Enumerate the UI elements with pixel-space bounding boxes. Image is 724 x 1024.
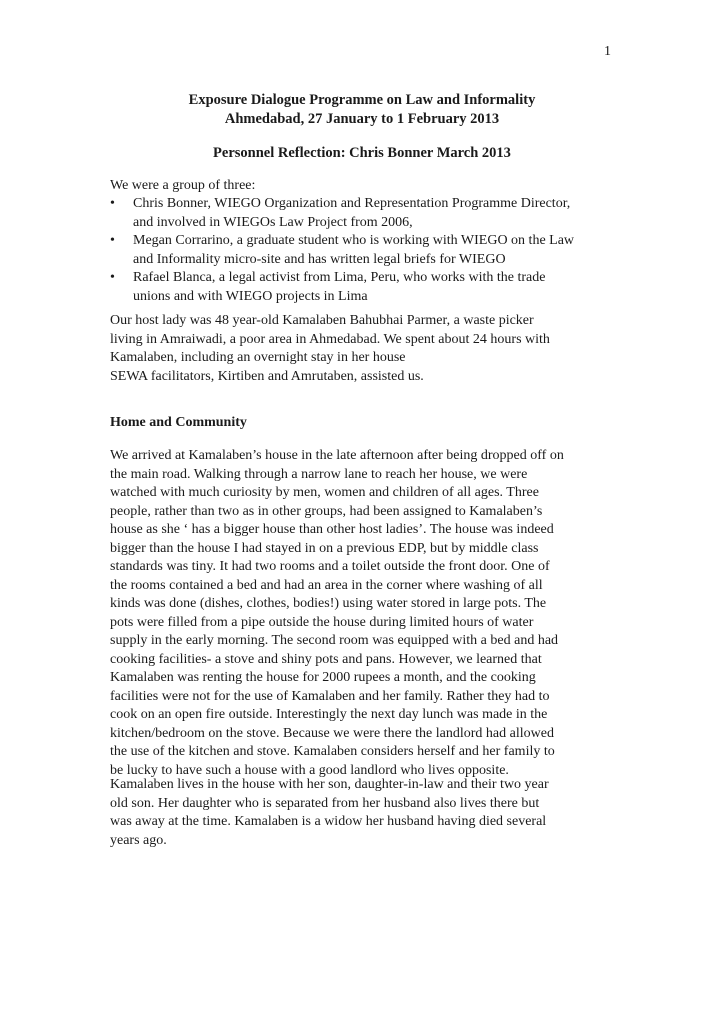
- list-item-line: Chris Bonner, WIEGO Organization and Representation Programme Director,: [133, 196, 571, 211]
- document-title: [108, 91, 616, 129]
- bullet-icon: •: [110, 270, 115, 285]
- text-line: watched with much curiosity by men, women and children of all ages. Three: [110, 485, 539, 500]
- text-line: pots were filled from a pipe outside the house during limited hours of water: [110, 614, 534, 630]
- text-line: old son. Her daughter who is separated from her husband also lives there but: [110, 795, 540, 811]
- text-line: be lucky to have such a house with a good landlord who lives opposite.: [110, 762, 509, 778]
- text-line: people, rather than two as in other groups, had been assigned to Kamalaben’s: [110, 503, 543, 519]
- list-item: [110, 195, 616, 232]
- text-line: Our host lady was 48 year-old Kamalaben Bahubhai Parmer, a waste picker: [110, 313, 534, 328]
- text-line: Kamalaben lives in the house with her son, daughter-in-law and their two year: [110, 777, 549, 792]
- text-line: the main road. Walking through a narrow lane to reach her house, we were: [110, 466, 528, 482]
- text-line: living in Amraiwadi, a poor area in Ahmedabad. We spent about 24 hours with: [110, 331, 550, 347]
- list-item-line: and involved in WIEGOs Law Project from 2006,: [133, 214, 413, 230]
- document-subtitle: Personnel Reflection: Chris Bonner March 2013: [213, 145, 511, 161]
- bullet-icon: •: [110, 233, 115, 248]
- intro-text: We were a group of three:: [110, 178, 256, 193]
- host-paragraph: [110, 312, 616, 368]
- text-line: Kamalaben was renting the house for 2000 rupees a month, and the cooking: [110, 670, 536, 685]
- title-line: Ahmedabad, 27 January to 1 February 2013: [224, 111, 500, 127]
- list-item-line: and Informality micro-site and has written legal briefs for WIEGO: [133, 251, 506, 267]
- text-line: kinds was done (dishes, clothes, bodies!) using water stored in large pots. The: [110, 596, 547, 611]
- text-line: Kamalaben, including an overnight stay in her house: [110, 350, 406, 365]
- list-item: [110, 232, 616, 269]
- text-line: cooking facilities- a stove and shiny pots and pans. However, we learned that: [110, 651, 542, 667]
- text-line: We arrived at Kamalaben’s house in the late afternoon after being dropped off on: [110, 448, 564, 463]
- text-line: supply in the early morning. The second room was equipped with a bed and had: [110, 633, 559, 648]
- text-line: years ago.: [110, 832, 167, 848]
- section-heading: Home and Community: [110, 415, 247, 430]
- text-line: bigger than the house I had stayed in on a previous EDP, but by middle class: [110, 540, 539, 556]
- text-line: kitchen/bedroom on the stove. Because we were there the landlord had allowed: [110, 725, 554, 741]
- text-line: cook on an open fire outside. Interestingly the next day lunch was made in the: [110, 707, 548, 722]
- text-line: the rooms contained a bed and had an area in the corner where washing of all: [110, 577, 543, 593]
- text-line: facilities were not for the use of Kamalaben and her family. Rather they had to: [110, 688, 550, 704]
- home-paragraph: [110, 447, 616, 780]
- page-number: 1: [604, 44, 611, 59]
- list-item-line: Rafael Blanca, a legal activist from Lima, Peru, who works with the trade: [133, 270, 546, 285]
- family-paragraph: [110, 776, 616, 850]
- text-line: standards was tiny. It had two rooms and a toilet outside the front door. One of: [110, 559, 550, 574]
- list-item: [110, 269, 616, 306]
- bullet-icon: •: [110, 196, 115, 211]
- list-item-line: unions and with WIEGO projects in Lima: [133, 288, 368, 304]
- facilitators-paragraph: SEWA facilitators, Kirtiben and Amrutaben, assisted us.: [110, 369, 424, 384]
- title-line: Exposure Dialogue Programme on Law and Informality: [188, 92, 536, 108]
- text-line: was away at the time. Kamalaben is a widow her husband having died several: [110, 814, 547, 829]
- text-line: house as she ‘ has a bigger house than other host ladies’. The house was indeed: [110, 522, 554, 537]
- text-line: the use of the kitchen and stove. Kamalaben considers herself and her family to: [110, 744, 555, 759]
- list-item-line: Megan Corrarino, a graduate student who is working with WIEGO on the Law: [133, 233, 575, 248]
- participant-list: [110, 195, 616, 306]
